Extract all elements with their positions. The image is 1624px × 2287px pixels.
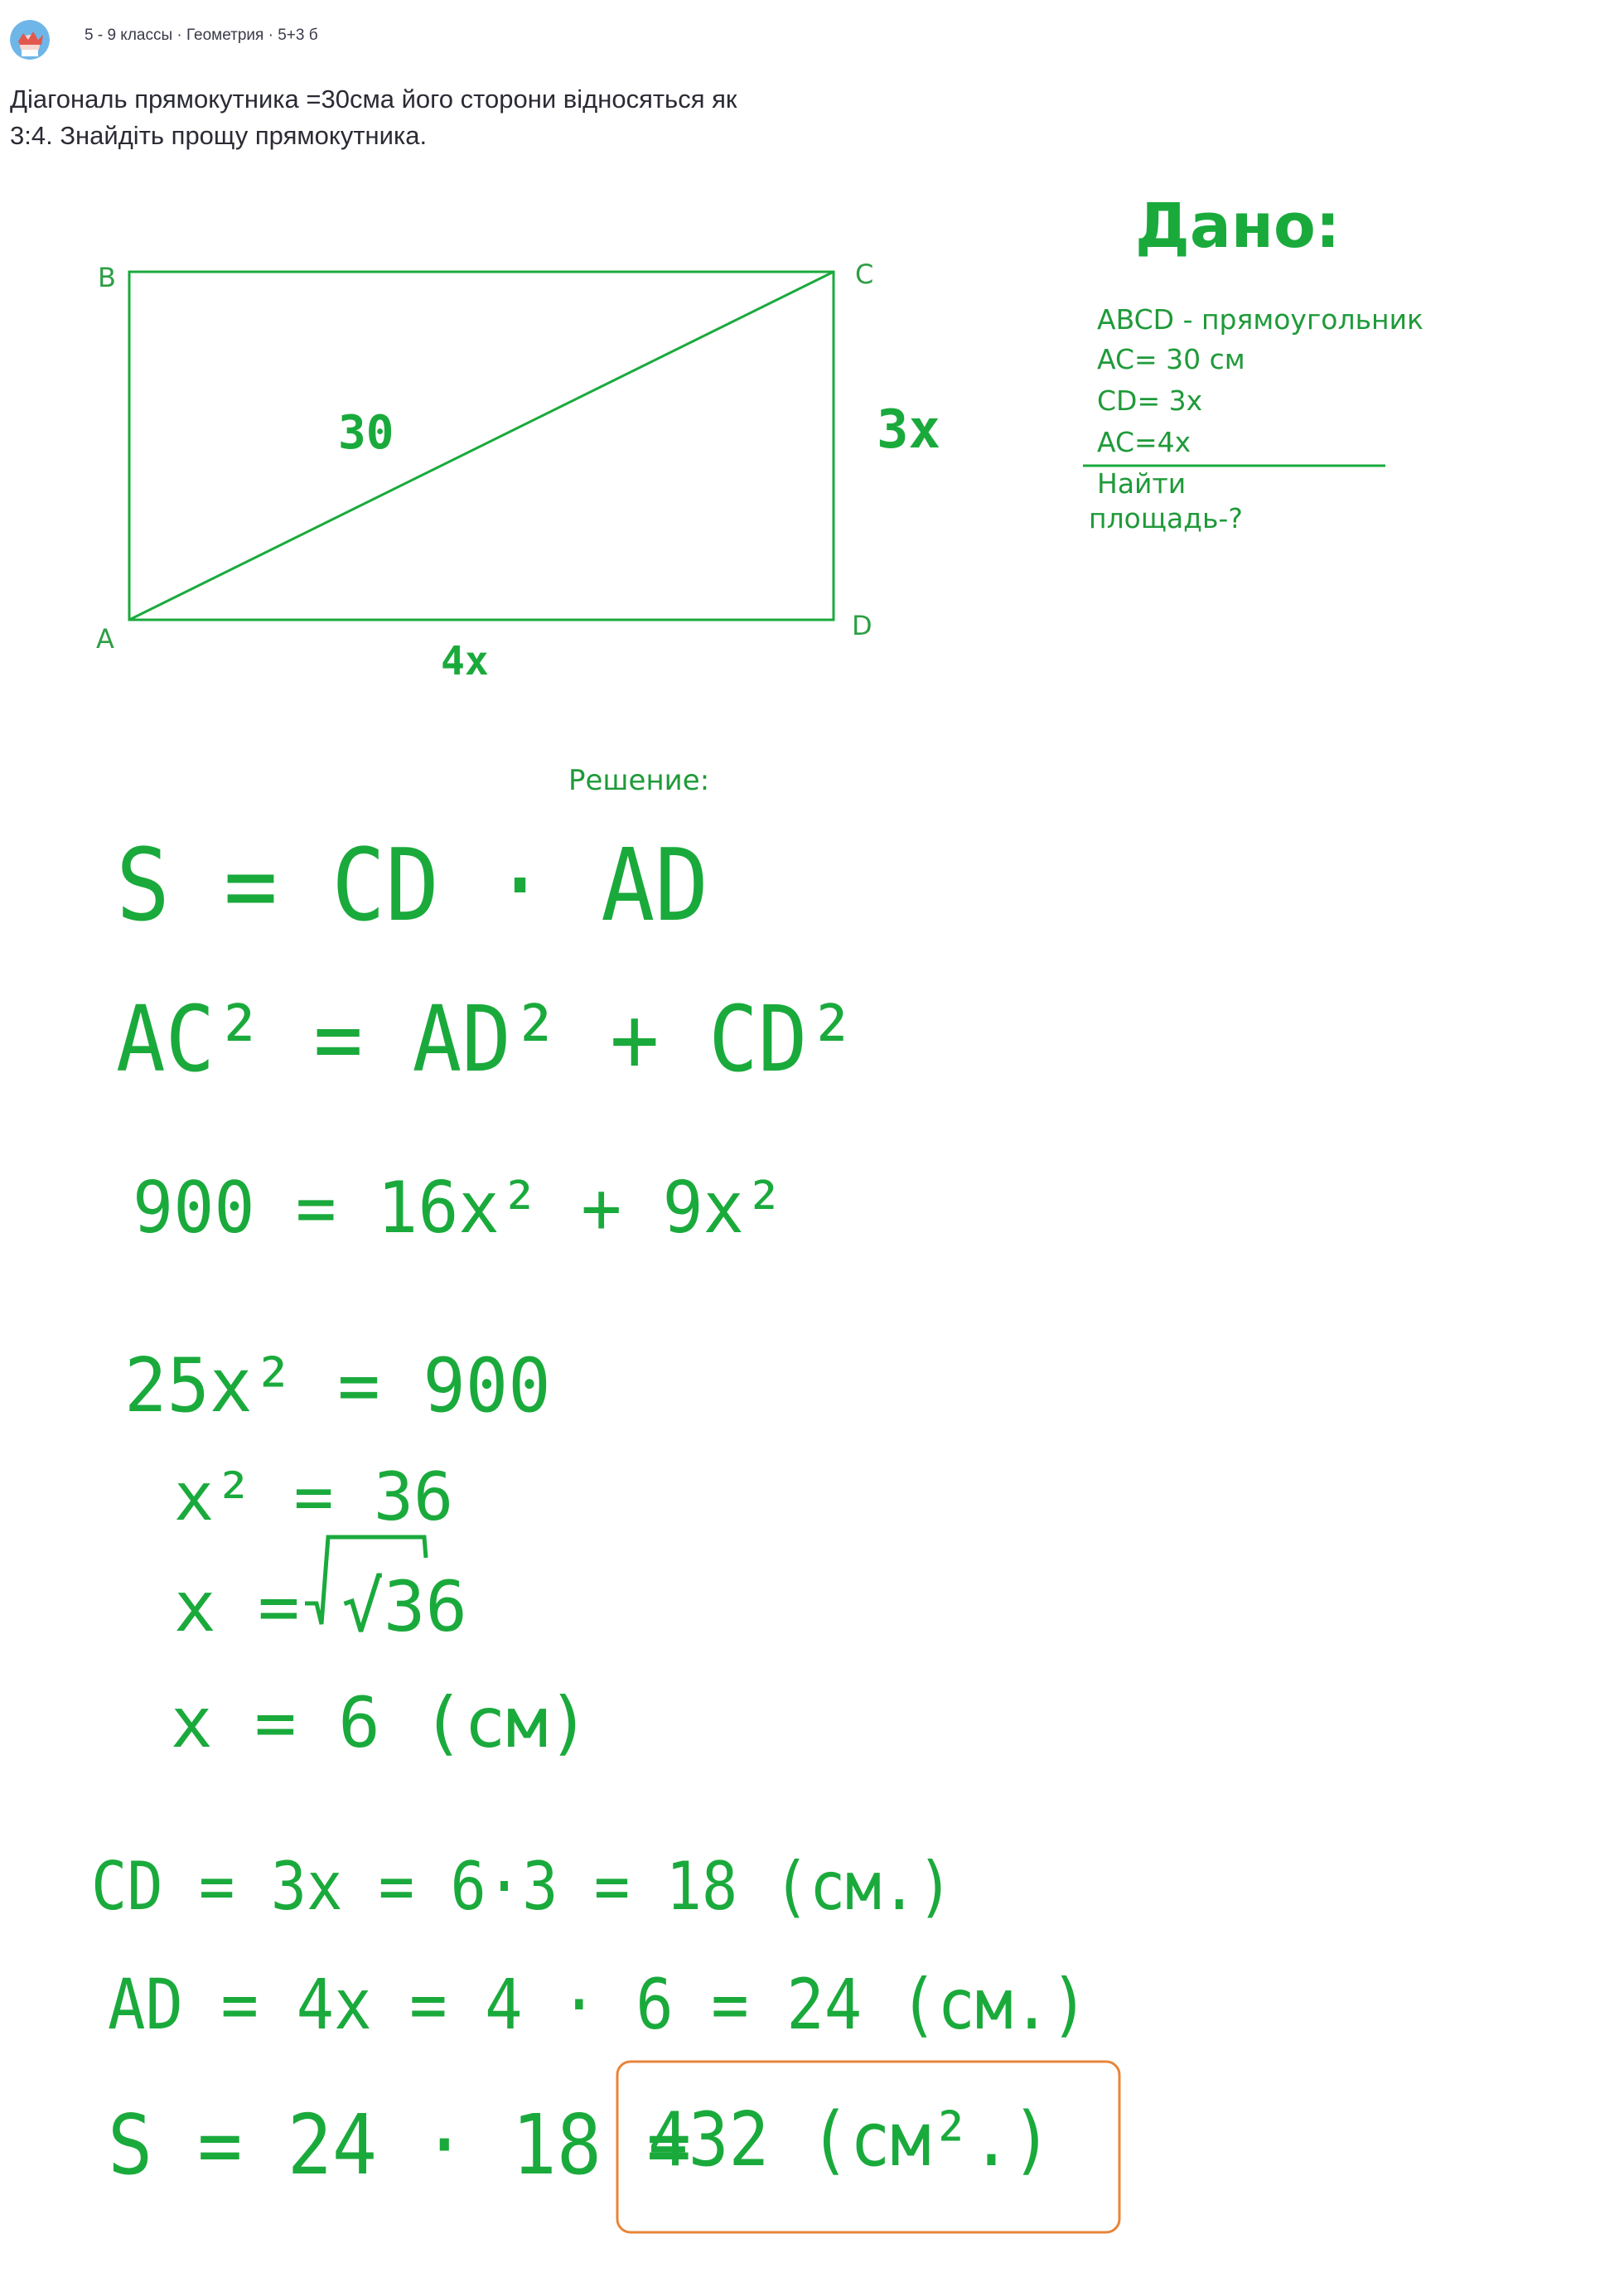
diagonal-label: 30: [338, 406, 394, 460]
step-6: x = √36: [174, 1566, 468, 1647]
given-find-label: Найти: [1097, 467, 1187, 500]
step-7: x = 6 (см): [171, 1682, 590, 1763]
step-9: AD = 4x = 4 · 6 = 24 (см.): [108, 1964, 1089, 2045]
given-line-1: ABCD - прямоугольник: [1097, 303, 1423, 336]
step-5: x² = 36: [174, 1458, 454, 1535]
step-8: CD = 3x = 6·3 = 18 (см.): [91, 1848, 954, 1925]
given-line-2: AC= 30 см: [1097, 343, 1245, 375]
step-1: S = CD · AD: [116, 829, 709, 944]
vertex-c: C: [855, 259, 874, 290]
breadcrumb[interactable]: 5 - 9 классы · Геометрия · 5+3 б: [85, 27, 318, 44]
step-4: 25x² = 900: [124, 1342, 551, 1429]
solution-title: Решение:: [568, 764, 710, 797]
side-bottom-label: 4x: [441, 638, 489, 684]
given-title: Дано:: [1135, 191, 1341, 262]
answer-value: 432 (см².): [648, 2096, 1052, 2183]
given-line-4: AC=4x: [1097, 426, 1191, 458]
side-right-label: 3x: [877, 399, 941, 461]
question-text: Діагональ прямокутника =30сма його сторони відносяться як 3:4. Знайдіть прощу прямокутника.: [10, 85, 737, 150]
step-10: S = 24 · 18 =: [108, 2096, 692, 2193]
step-2: AC² = AD² + CD²: [116, 986, 858, 1092]
vertex-d: D: [852, 610, 872, 641]
given-line-3: CD= 3x: [1097, 384, 1203, 417]
vertex-b: B: [98, 262, 116, 293]
vertex-a: A: [96, 623, 114, 655]
given-find-value: площадь-?: [1089, 502, 1243, 534]
diagonal-ac: [129, 272, 834, 620]
step-3: 900 = 16x² + 9x²: [133, 1167, 785, 1250]
